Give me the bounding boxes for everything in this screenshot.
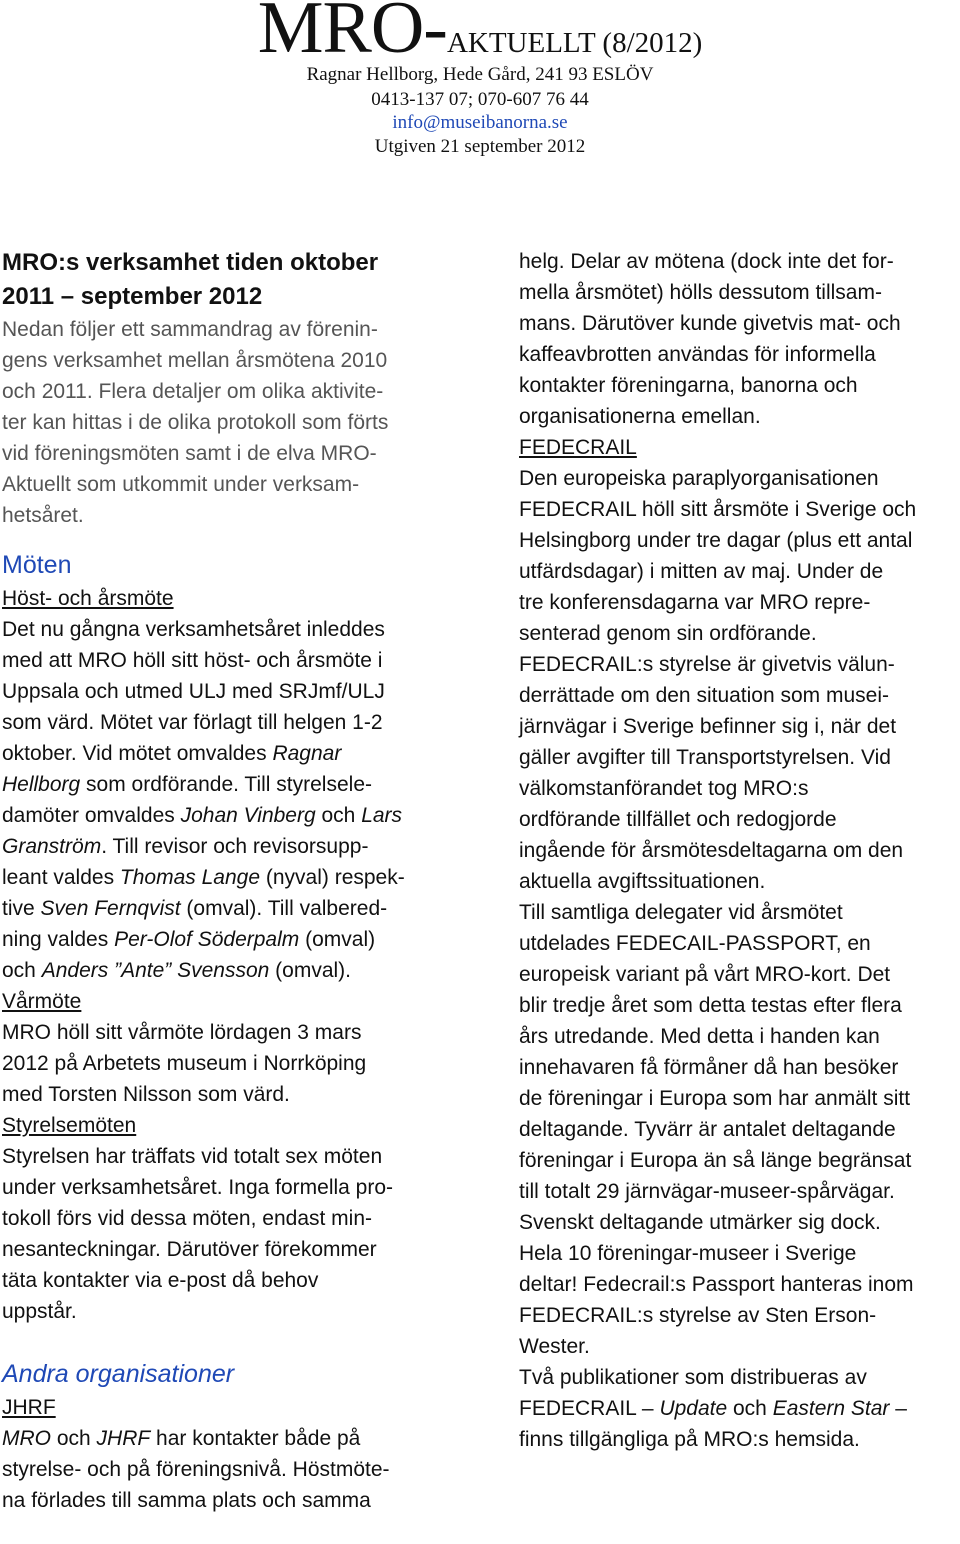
text-line: styrelse- och på föreningsnivå. Höstmöte- (2, 1458, 390, 1481)
text-line: Wester. (519, 1335, 590, 1358)
text-line: finns tillgängliga på MRO:s hemsida. (519, 1428, 860, 1451)
text-line: Två publikationer som distribueras av (519, 1366, 867, 1389)
text-line: ingående för årsmötesdeltagarna om den (519, 839, 904, 862)
fedecrail-heading: FEDECRAIL (519, 436, 637, 459)
text-line: senterad genom sin ordförande. (519, 622, 817, 645)
email-link[interactable]: info@museibanorna.se (392, 112, 568, 133)
continuation-paragraph (519, 246, 960, 432)
text-line: kaffeavbrotten användas för informella (519, 343, 876, 366)
text-line: organisationerna emellan. (519, 405, 761, 428)
text-line: Uppsala och utmed ULJ med SRJmf/ULJ (2, 680, 385, 703)
left-column (2, 246, 452, 1516)
text-line: täta kontakter via e-post då behov (2, 1269, 319, 1292)
title-small: AKTUELLT (8/2012) (446, 27, 703, 59)
text-line: damöter omvaldes Johan Vinberg och Lars (2, 804, 403, 827)
newsletter-title (0, 0, 960, 71)
text-line: europeisk variant på vårt MRO-kort. Det (519, 963, 891, 986)
text-line: nesanteckningar. Därutöver förekommer (2, 1238, 377, 1261)
varmote-heading: Vårmöte (2, 990, 82, 1013)
text-line: till totalt 29 järnvägar-museer-spårvägar. (519, 1180, 895, 1203)
text-line: uppstår. (2, 1300, 77, 1323)
text-line: som värd. Mötet var förlagt till helgen 1-2 (2, 711, 383, 734)
text-line: med att MRO höll sitt höst- och årsmöte i (2, 649, 383, 672)
varmote-paragraph (2, 1017, 452, 1110)
text-line: Den europeiska paraplyorganisationen (519, 467, 879, 490)
address-line: Ragnar Hellborg, Hede Gård, 241 93 ESLÖV (306, 64, 654, 85)
text-line: mans. Därutöver kunde givetvis mat- och (519, 312, 901, 335)
text-line: gens verksamhet mellan årsmötena 2010 (2, 349, 388, 372)
text-line: deltagande. Tyvärr är antalet deltagande (519, 1118, 896, 1141)
text-line: FEDECRAIL:s styrelse av Sten Erson- (519, 1304, 877, 1327)
text-line: ning valdes Per-Olof Söderpalm (omval) (2, 928, 376, 951)
text-line: under verksamhetsåret. Inga formella pro- (2, 1176, 394, 1199)
jhrf-heading: JHRF (2, 1396, 56, 1419)
moten-heading: Möten (2, 551, 72, 579)
jhrf-paragraph (2, 1423, 452, 1516)
text-line: och 2011. Flera detaljer om olika aktivite- (2, 380, 384, 403)
text-line: tive Sven Fernqvist (omval). Till valbered- (2, 897, 388, 920)
section-heading: MRO:s verksamhet tiden oktober (2, 249, 379, 276)
text-line: Granström. Till revisor och revisorsupp- (2, 835, 369, 858)
text-line: helg. Delar av mötena (dock inte det for- (519, 250, 894, 273)
andra-organisationer-heading: Andra organisationer (2, 1360, 235, 1388)
text-line: tokoll förs vid dessa möten, endast min- (2, 1207, 373, 1230)
text-line: Aktuellt som utkommit under verksam- (2, 473, 360, 496)
published-date: Utgiven 21 september 2012 (374, 136, 586, 157)
text-line: mella årsmötet) hölls dessutom tillsam- (519, 281, 882, 304)
text-line: deltar! Fedecrail:s Passport hanteras inom (519, 1273, 914, 1296)
text-line: oktober. Vid mötet omvaldes Ragnar (2, 742, 342, 765)
intro-paragraph (2, 314, 452, 531)
styrelsemoten-paragraph (2, 1141, 452, 1327)
text-line: leant valdes Thomas Lange (nyval) respek- (2, 866, 405, 889)
text-line: föreningar i Europa än så länge begränsat (519, 1149, 912, 1172)
text-line: MRO och JHRF har kontakter både på (2, 1427, 361, 1450)
text-line: hetsåret. (2, 504, 84, 527)
host-arsmote-heading: Höst- och årsmöte (2, 587, 174, 610)
text-line: års utredande. Med detta i handen kan (519, 1025, 880, 1048)
text-line: Det nu gångna verksamhetsåret inleddes (2, 618, 385, 641)
phone-line: 0413-137 07; 070-607 76 44 (371, 89, 589, 110)
text-line: Svenskt deltagande utmärker sig dock. (519, 1211, 881, 1234)
text-line: de föreningar i Europa som har anmält sitt (519, 1087, 911, 1110)
text-line: Helsingborg under tre dagar (plus ett antal (519, 529, 913, 552)
text-line: FEDECRAIL:s styrelse är givetvis välun- (519, 653, 895, 676)
text-line: na förlades till samma plats och samma (2, 1489, 371, 1512)
text-line: välkomstanförandet tog MRO:s (519, 777, 809, 800)
right-column (519, 246, 960, 1455)
text-line: innehavaren få förmåner då han besöker (519, 1056, 899, 1079)
text-line: Hellborg som ordförande. Till styrelsele- (2, 773, 372, 796)
text-line: kontakter föreningarna, banorna och (519, 374, 858, 397)
text-line: FEDECRAIL höll sitt årsmöte i Sverige och (519, 498, 917, 521)
text-line: utdelades FEDECAIL-PASSPORT, en (519, 932, 871, 955)
text-line: tre konferensdagarna var MRO repre- (519, 591, 871, 614)
text-line: 2012 på Arbetets museum i Norrköping (2, 1052, 367, 1075)
title-big: MRO- (257, 0, 447, 69)
text-line: Hela 10 föreningar-museer i Sverige (519, 1242, 857, 1265)
text-line: MRO höll sitt vårmöte lördagen 3 mars (2, 1021, 362, 1044)
text-line: utfärdsdagar) i mitten av maj. Under de (519, 560, 884, 583)
text-line: Styrelsen har träffats vid totalt sex möten (2, 1145, 383, 1168)
text-line: och Anders ”Ante” Svensson (omval). (2, 959, 352, 982)
text-line: FEDECRAIL – Update och Eastern Star – (519, 1397, 907, 1420)
styrelsemoten-heading: Styrelsemöten (2, 1114, 137, 1137)
text-line: aktuella avgiftssituationen. (519, 870, 766, 893)
text-line: med Torsten Nilsson som värd. (2, 1083, 290, 1106)
text-line: ordförande tillfället och redogjorde (519, 808, 837, 831)
text-line: vid föreningsmöten samt i de elva MRO- (2, 442, 377, 465)
text-line: blir tredje året som detta testas efter flera (519, 994, 902, 1017)
text-line: derrättade om den situation som musei- (519, 684, 890, 707)
fedecrail-paragraph (519, 463, 960, 1455)
text-line: Till samtliga delegater vid årsmötet (519, 901, 843, 924)
text-line: Nedan följer ett sammandrag av förenin- (2, 318, 378, 341)
text-line: ter kan hittas i de olika protokoll som förts (2, 411, 389, 434)
text-line: järnvägar i Sverige befinner sig i, när det (519, 715, 897, 738)
host-paragraph (2, 614, 452, 986)
text-line: gäller avgifter till Transportstyrelsen. Vid (519, 746, 891, 769)
section-heading-2: 2011 – september 2012 (2, 283, 263, 310)
